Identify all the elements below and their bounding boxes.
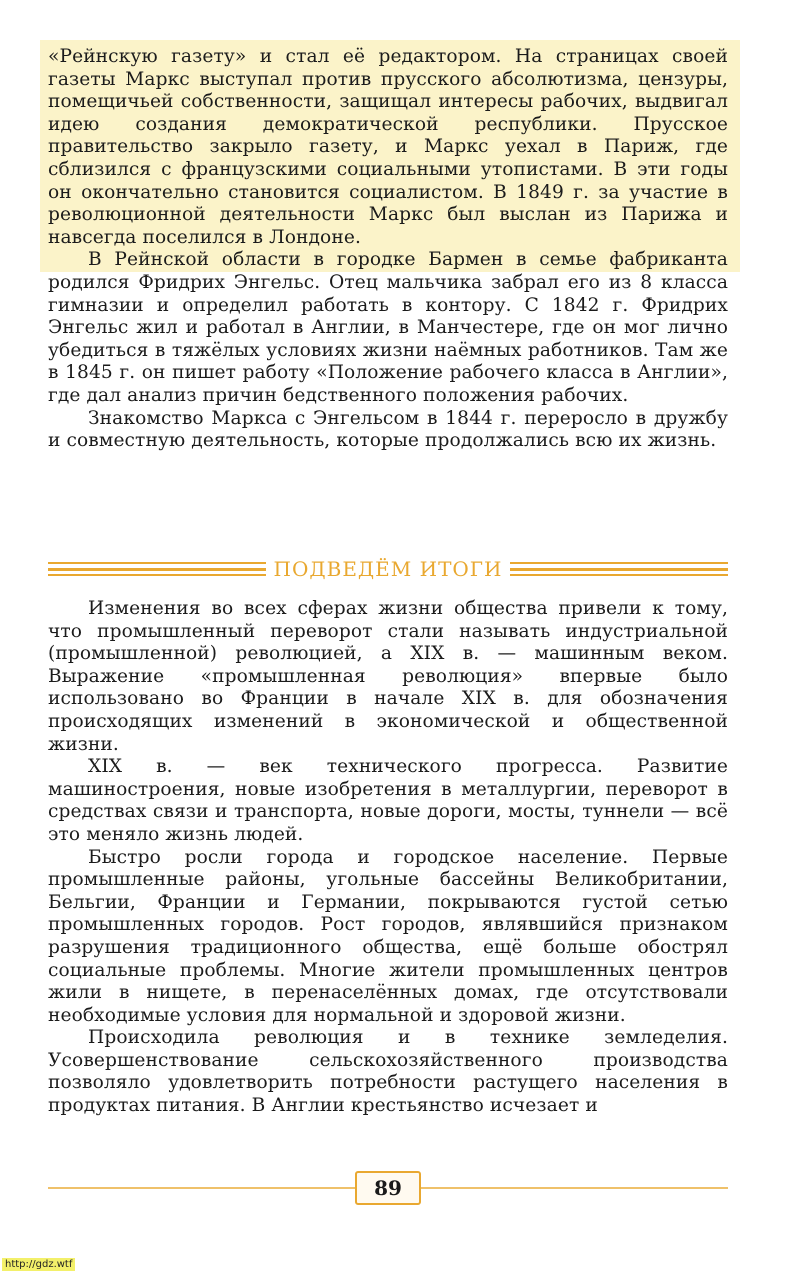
footer-line-right bbox=[421, 1187, 728, 1189]
section-rule-left bbox=[48, 562, 266, 576]
footer-line-left bbox=[48, 1187, 355, 1189]
summary-text-block bbox=[48, 598, 728, 1118]
paragraph-agriculture: Происходила революция и в технике земледелия. Усовершенствование сельскохозяйственного производства позволяло удовлетворить потребности растущего населения в продуктах питания. В Англии крестьянство исчезает и bbox=[48, 1027, 728, 1117]
paragraph-marx-gazette: «Рейнскую газету» и стал её редактором. На страницах своей газеты Маркс выступал против прусского абсолютизма, цензуры, помещичьей собственности, защищал интересы рабочих, выдвигал идею создания демократической республики. Прусское правительство закрыло газету, и Маркс уехал в Париж, где сблизился с французскими социальными утопистами. В эти годы он окончательно становится социалистом. В 1849 г. за участие в революционной деятельности Маркс был выслан из Парижа и навсегда поселился в Лондоне. bbox=[48, 46, 728, 248]
page-number: 89 bbox=[355, 1171, 421, 1205]
top-text-block bbox=[48, 46, 728, 453]
paragraph-marx-engels-friendship: Знакомство Маркса с Энгельсом в 1844 г. переросло в дружбу и совместную деятельность, которые продолжались всю их жизнь. bbox=[48, 407, 728, 452]
section-title: ПОДВЕДЁМ ИТОГИ bbox=[273, 557, 503, 581]
section-header bbox=[48, 554, 728, 584]
paragraph-industrial-revolution: Изменения во всех сферах жизни общества привели к тому, что промышленный переворот стали называть индустриальной (промышленной) революцией, а XIX в. — машинным веком. Выражение «промышленная революция» впервые было использовано во Франции в начале XIX в. для обозначения происходящих изменений в экономической и общественной жизни. bbox=[48, 598, 728, 755]
paragraph-urbanization: Быстро росли города и городское население. Первые промышленные районы, угольные бассейны Великобритании, Бельгии, Франции и Германии, покрываются густой сетью промышленных городов. Рост городов, являвшийся признаком разрушения традиционного общества, ещё больше обострял социальные проблемы. Многие жители промышленных центров жили в нищете, в перенаселённых домах, где отсутствовали необходимые условия для нормальной и здоровой жизни. bbox=[48, 846, 728, 1026]
paragraph-technical-progress: XIX в. — век технического прогресса. Развитие машиностроения, новые изобретения в металлургии, переворот в средствах связи и транспорта, новые дороги, мосты, туннели — всё это меняло жизнь людей. bbox=[48, 756, 728, 845]
page-footer bbox=[48, 1168, 728, 1208]
section-rule-right bbox=[510, 562, 728, 576]
watermark-link[interactable]: http://gdz.wtf bbox=[2, 1258, 75, 1271]
paragraph-engels-biography: В Рейнской области в городке Бармен в семье фабриканта родился Фридрих Энгельс. Отец мальчика забрал его из 8 класса гимназии и определил работать в контору. С 1842 г. Фридрих Энгельс жил и работал в Англии, в Манчестере, где он мог лично убедиться в тяжёлых условиях жизни наёмных работников. Там же в 1845 г. он пишет работу «Положение рабочего класса в Англии», где дал анализ причин бедственного положения рабочих. bbox=[48, 249, 728, 406]
